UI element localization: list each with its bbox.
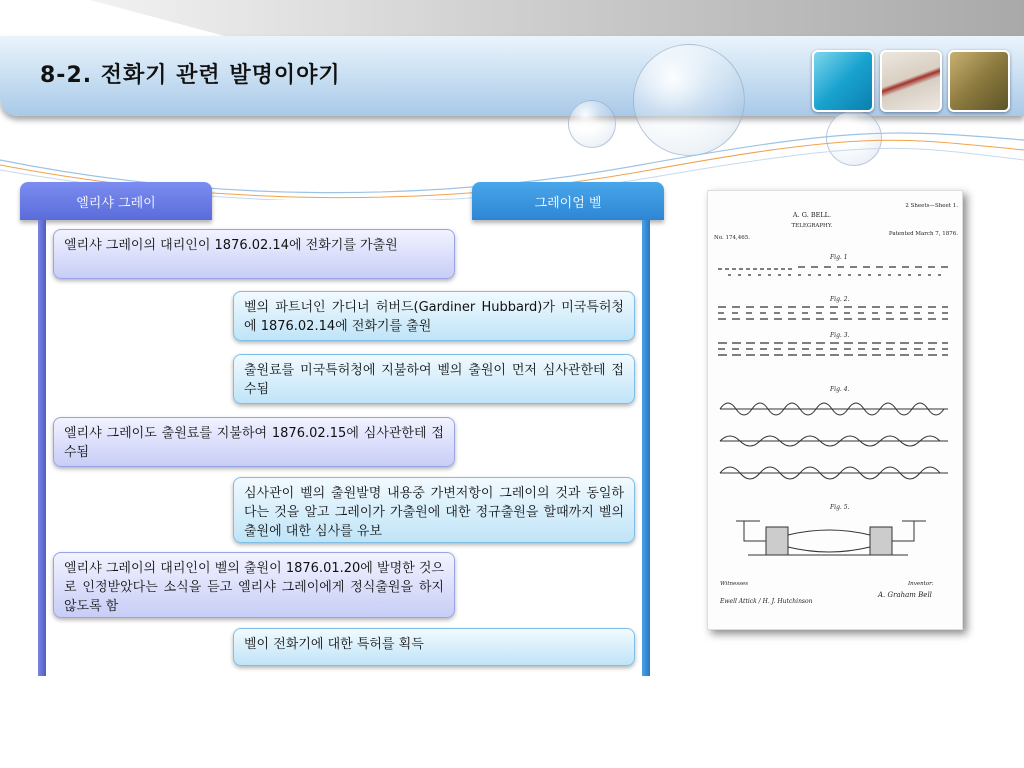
- patent-subject: TELEGRAPHY.: [791, 223, 833, 229]
- thumbnail-feather-image: [948, 50, 1010, 112]
- thumbnail-blue-fabric-image: [812, 50, 874, 112]
- column-header-elisha-gray: 엘리샤 그레이: [20, 182, 212, 220]
- patent-inventor-name: A. G. BELL.: [792, 211, 832, 219]
- event-bell-patent-granted: 벨이 전화기에 대한 특허를 획득: [233, 628, 635, 666]
- thumbnail-sealed-letter-image: [880, 50, 942, 112]
- patent-witness-signatures: Ewell Attick / H. J. Hutchinson: [720, 598, 813, 605]
- timeline-bar-bell: [642, 220, 650, 676]
- patent-sheet-label: 2 Sheets—Sheet 1.: [905, 203, 958, 209]
- patent-inventor-signature: A. Graham Bell: [878, 591, 932, 599]
- column-header-graham-bell: 그레이엄 벨: [472, 182, 664, 220]
- event-bell-examination-suspended: 심사관이 벨의 출원발명 내용중 가변저항이 그레이의 것과 동일하다는 것을 알고 그레이가 가출원에 대한 정규출원을 할때까지 벨의 출원에 대한 심사를 유보: [233, 477, 635, 543]
- event-gray-provisional-filing: 엘리샤 그레이의 대리인이 1876.02.14에 전화기를 가출원: [53, 229, 455, 279]
- event-gray-no-formal-filing: 엘리샤 그레이의 대리인이 벨의 출원이 1876.01.20에 발명한 것으로 인정받았다는 소식을 듣고 엘리샤 그레이에게 정식출원을 하지 않도록 함: [53, 552, 455, 618]
- patent-fig-5-label: Fig. 5.: [830, 504, 850, 511]
- page-title: 8-2. 전화기 관련 발명이야기: [40, 63, 341, 88]
- event-gray-fee-paid: 엘리샤 그레이도 출원료를 지불하여 1876.02.15에 심사관한테 접수됨: [53, 417, 455, 467]
- patent-witnesses-label: Witnesses: [720, 581, 749, 587]
- top-decoration: [90, 0, 1024, 40]
- timeline-bar-gray: [38, 220, 46, 676]
- patent-inventor-label: Inventor:: [908, 581, 934, 587]
- event-bell-hubbard-filing: 벨의 파트너인 가디너 허버드(Gardiner Hubbard)가 미국특허청에 1876.02.14에 전화기를 출원: [233, 291, 635, 341]
- patent-fig-2-label: Fig. 2.: [830, 296, 850, 303]
- patent-fig-3-label: Fig. 3.: [830, 332, 850, 339]
- patent-fig-4-label: Fig. 4.: [830, 386, 850, 393]
- patent-date: Patented March 7, 1876.: [888, 231, 958, 237]
- patent-document-image: [707, 190, 963, 630]
- event-bell-fee-paid: 출원료를 미국특허청에 지불하여 벨의 출원이 먼저 심사관한테 접수됨: [233, 354, 635, 404]
- patent-fig-1-label: Fig. 1: [830, 254, 848, 261]
- patent-number: No. 174,465.: [714, 235, 751, 241]
